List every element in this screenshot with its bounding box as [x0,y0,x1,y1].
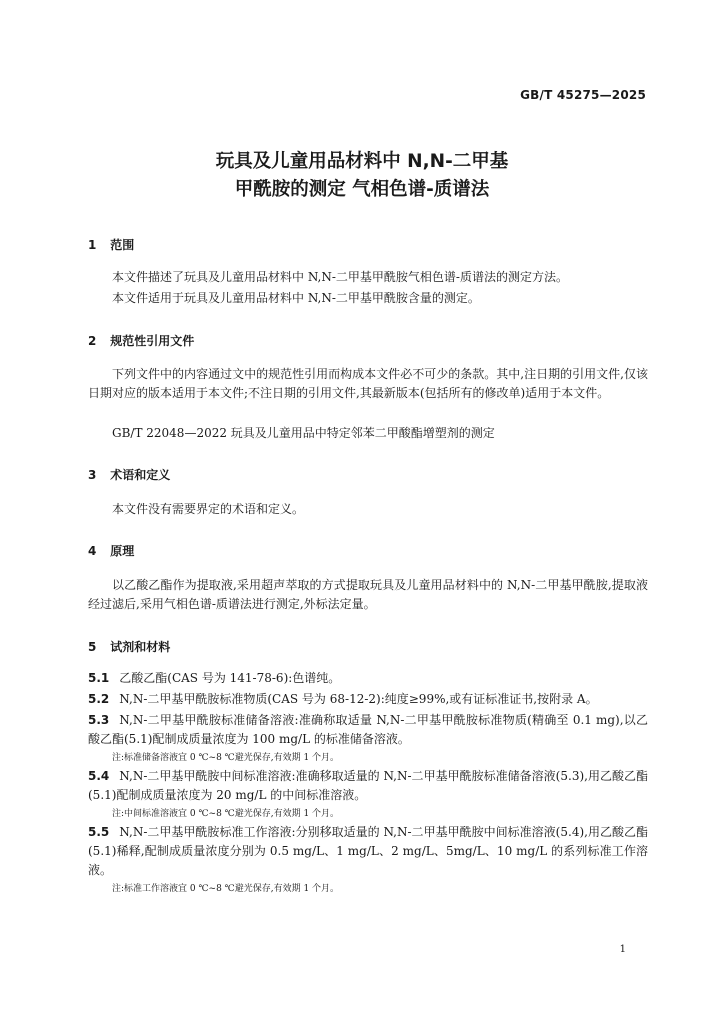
section-1-heading [88,236,134,253]
section-5-heading [88,638,170,655]
clause-number: 5.3 [88,713,110,727]
clause-text: N,N-二甲基甲酰胺标准储备溶液:准确称取适量 N,N-二甲基甲酰胺标准物质(精确至 0.1 mg),以乙酸乙酯(5.1)配制成质量浓度为 100 mg/L 的标准储备溶液。 [88,713,648,746]
section-number: 2 [88,334,97,348]
section-number: 3 [88,468,97,482]
page-number: 1 [619,944,626,955]
standard-number: GB/T 45275—2025 [520,88,646,102]
section-number: 4 [88,544,97,558]
section-1-paragraph-1: 本文件描述了玩具及儿童用品材料中 N,N-二甲基甲酰胺气相色谱-质谱法的测定方法。 [112,270,568,284]
clause-5-1 [88,669,648,688]
clause-5-4-note: 注:中间标准溶液宜 0 ℃~8 ℃避光保存,有效期 1 个月。 [112,809,340,819]
section-4-paragraph-1: 以乙酸乙酯作为提取液,采用超声萃取的方式提取玩具及儿童用品材料中的 N,N-二甲基甲酰胺,提取液经过滤后,采用气相色谱-质谱法进行测定,外标法定量。 [88,578,648,611]
section-1-paragraph-2: 本文件适用于玩具及儿童用品材料中 N,N-二甲基甲酰胺含量的测定。 [112,291,480,305]
clause-5-2 [88,690,648,709]
clause-5-3 [88,711,648,749]
clause-text: 乙酸乙酯(CAS 号为 141-78-6):色谱纯。 [119,671,341,685]
clause-text: N,N-二甲基甲酰胺标准物质(CAS 号为 68-12-2):纯度≥99%,或有证标准证书,按附录 A。 [119,692,598,706]
section-title: 原理 [110,544,135,558]
clause-5-4 [88,767,648,805]
section-3-paragraph-1: 本文件没有需要界定的术语和定义。 [112,502,305,516]
section-title: 试剂和材料 [110,640,171,654]
section-number: 5 [88,640,97,654]
clause-text: N,N-二甲基甲酰胺标准工作溶液:分别移取适量的 N,N-二甲基甲酰胺中间标准溶液(5.4),用乙酸乙酯(5.1)稀释,配制成质量浓度分别为 0.5 mg/L、1 mg/L、2 mg/L、5mg/L、10 mg/L 的系列标准工作溶液。 [88,825,648,877]
clause-5-5 [88,823,648,880]
section-title: 规范性引用文件 [110,334,195,348]
clause-number: 5.4 [88,769,110,783]
section-number: 1 [88,238,97,252]
section-2-paragraph-1: 下列文件中的内容通过文中的规范性引用而构成本文件必不可少的条款。其中,注日期的引用文件,仅该日期对应的版本适用于本文件;不注日期的引用文件,其最新版本(包括所有的修改单)适用于本文件。 [88,367,648,400]
section-4-heading [88,542,134,559]
clause-5-5-note: 注:标准工作溶液宜 0 ℃~8 ℃避光保存,有效期 1 个月。 [112,884,340,894]
section-title: 术语和定义 [110,468,171,482]
document-title-line-1: 玩具及儿童用品材料中 N,N-二甲基 [215,151,509,172]
clause-5-3-note: 注:标准储备溶液宜 0 ℃~8 ℃避光保存,有效期 1 个月。 [112,753,340,763]
document-title-line-2: 甲酰胺的测定 气相色谱-质谱法 [234,179,490,200]
section-2-heading [88,332,194,349]
section-title: 范围 [110,238,135,252]
section-3-heading [88,466,170,483]
section-2-reference: GB/T 22048—2022 玩具及儿童用品中特定邻苯二甲酸酯增塑剂的测定 [112,426,495,440]
clause-number: 5.5 [88,825,110,839]
clause-number: 5.2 [88,692,110,706]
clause-number: 5.1 [88,671,110,685]
clause-text: N,N-二甲基甲酰胺中间标准溶液:准确移取适量的 N,N-二甲基甲酰胺标准储备溶液(5.3),用乙酸乙酯(5.1)配制成质量浓度为 20 mg/L 的中间标准溶液。 [88,769,648,802]
